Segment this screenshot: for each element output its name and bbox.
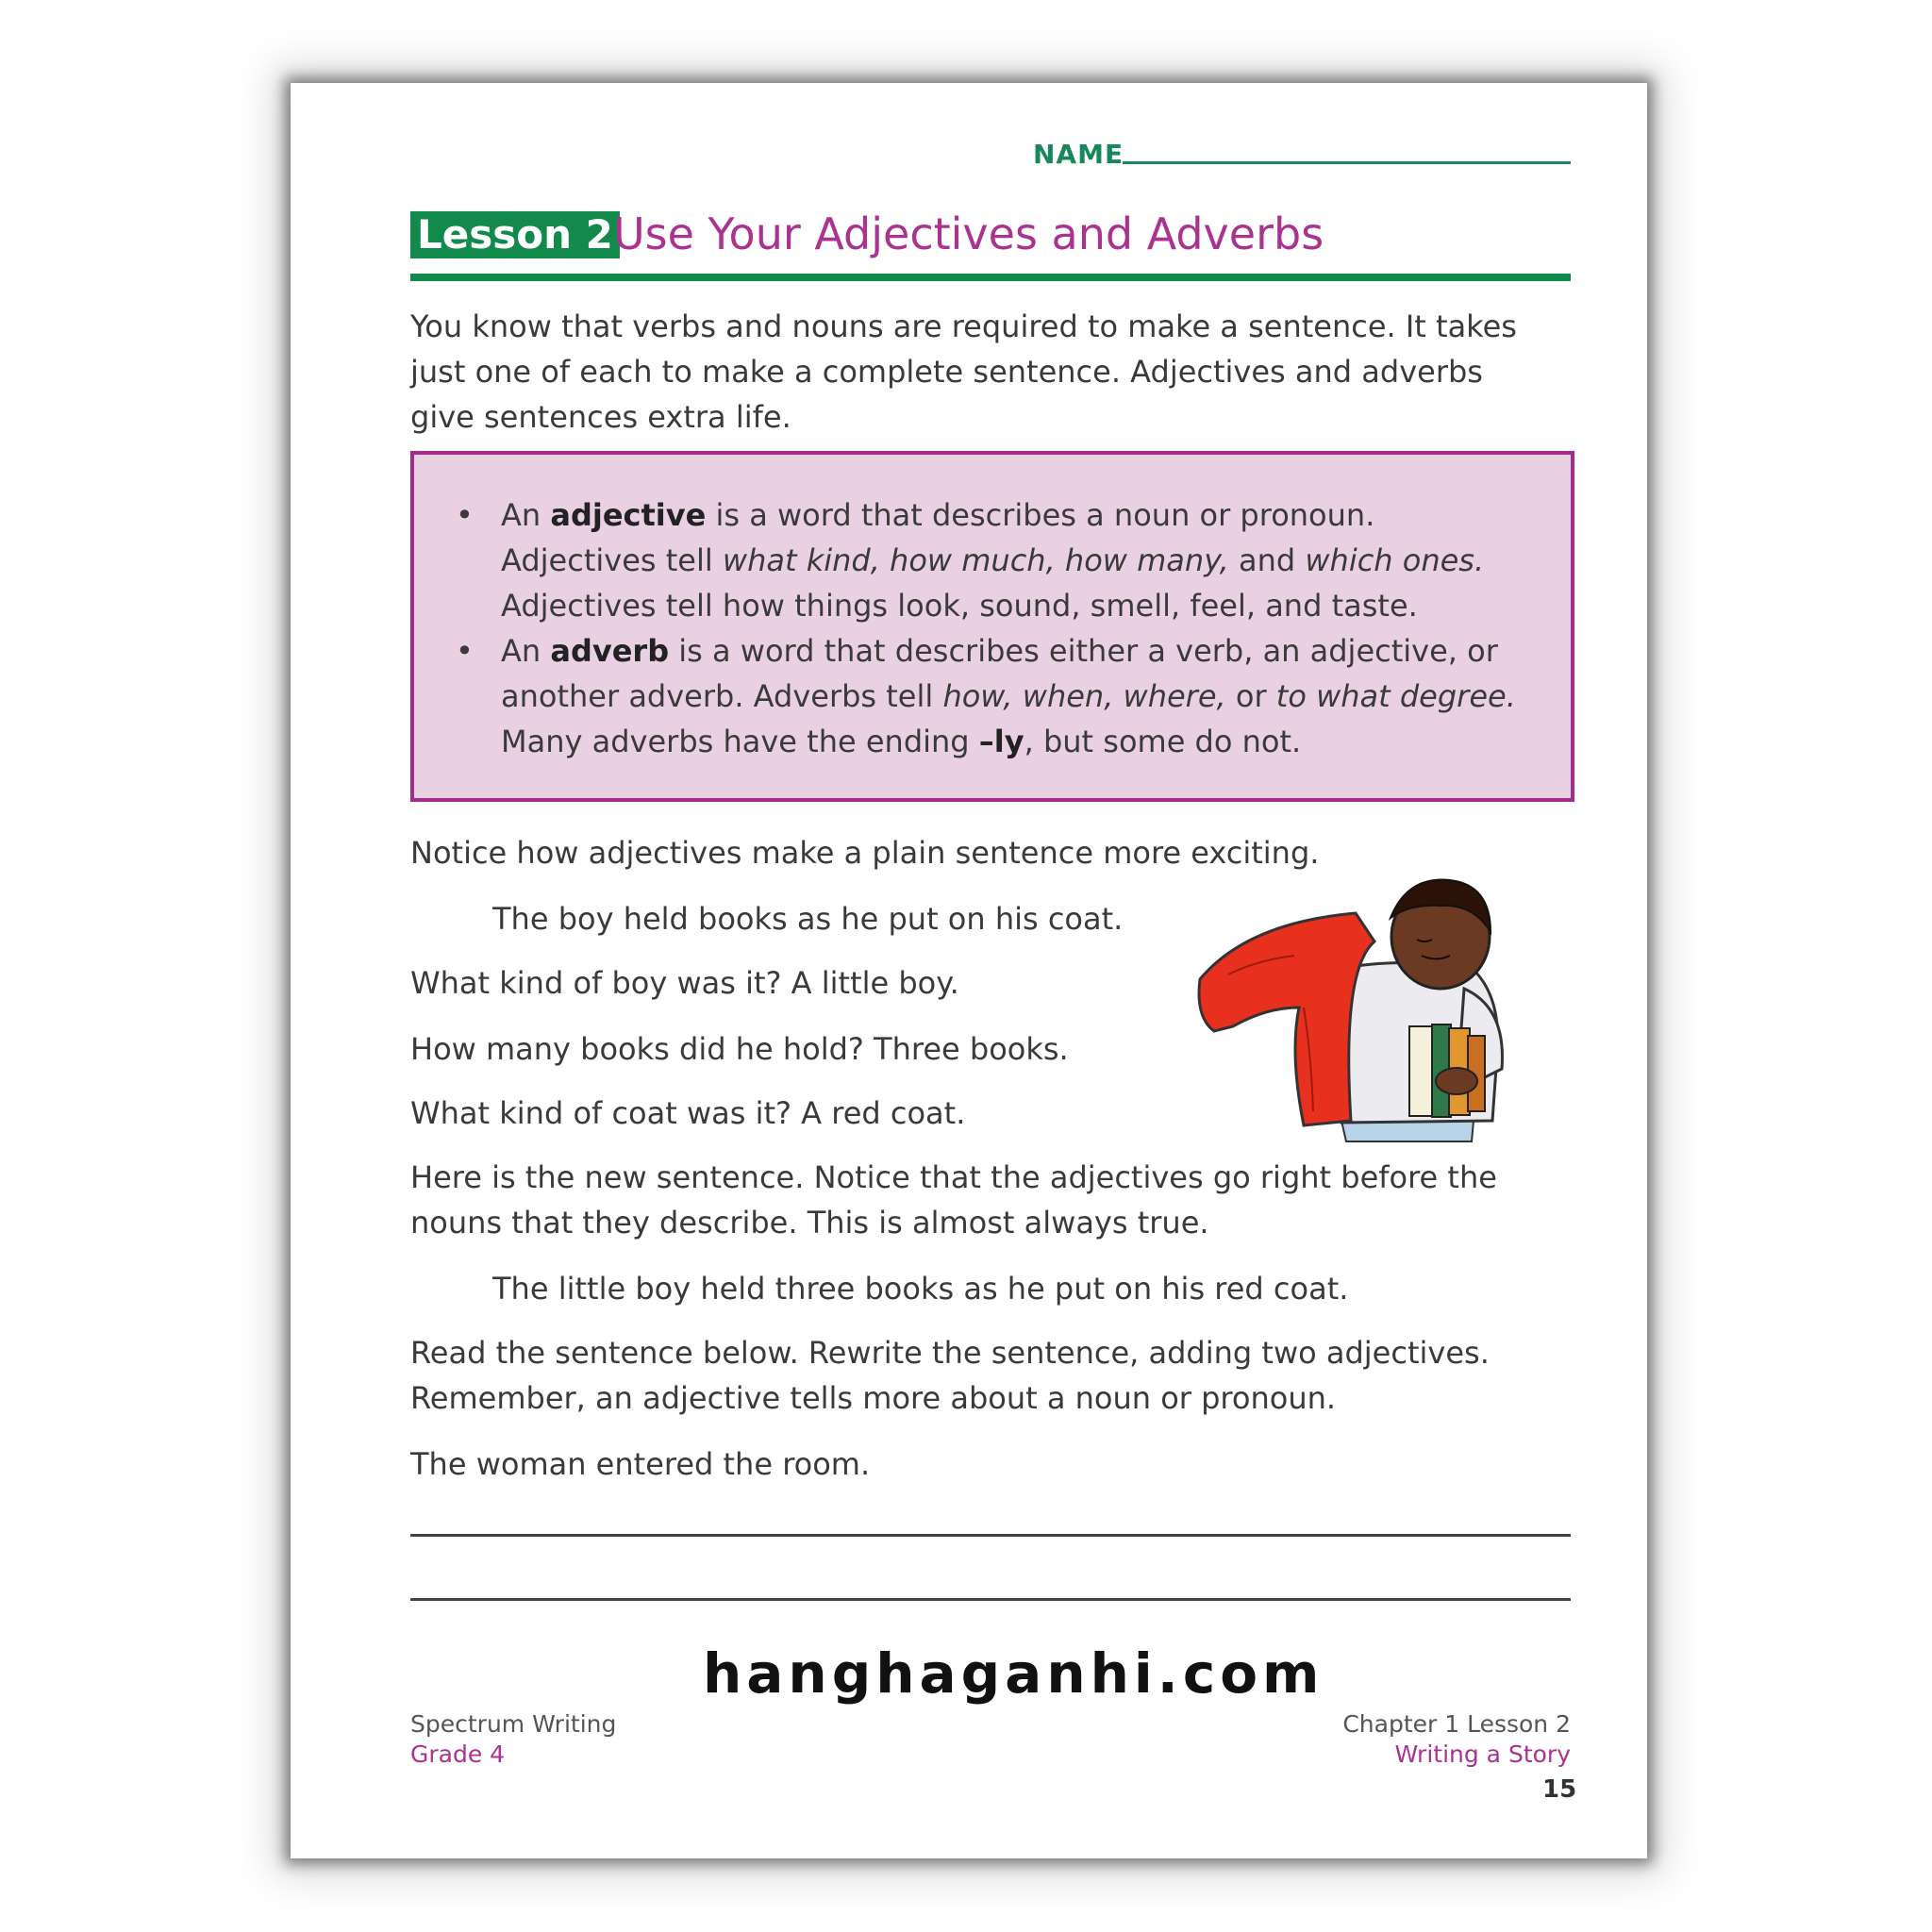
name-field	[1033, 139, 1571, 176]
lesson-header	[410, 208, 1571, 287]
rules-box	[410, 451, 1574, 802]
footer-section: Writing a Story	[1394, 1740, 1571, 1768]
footer-series: Spectrum Writing	[410, 1710, 617, 1738]
instruction-line-1: Read the sentence below. Rewrite the sentence, adding two adjectives.	[410, 1335, 1490, 1371]
instruction-line-2: Remember, an adjective tells more about a noun or pronoun.	[410, 1380, 1337, 1416]
boy-coat-illustration	[1191, 866, 1568, 1149]
footer-chapter: Chapter 1 Lesson 2	[1342, 1710, 1571, 1738]
exercise-sentence: The woman entered the room.	[410, 1446, 871, 1482]
bullet-icon: •	[456, 633, 474, 669]
adjective-line-3: Adjectives tell how things look, sound, smell, feel, and taste.	[501, 588, 1418, 624]
bullet-icon: •	[456, 497, 474, 533]
intro-line-3: give sentences extra life.	[410, 399, 791, 435]
adjective-line-2: Adjectives tell what kind, how much, how many, and which ones.	[501, 542, 1485, 578]
answer-line-2[interactable]	[410, 1598, 1571, 1601]
question-1: What kind of boy was it? A little boy.	[410, 965, 959, 1001]
question-2: How many books did he hold? Three books.	[410, 1031, 1069, 1067]
new-sentence-line-1: Here is the new sentence. Notice that the adjectives go right before the	[410, 1159, 1497, 1195]
answer-line-1[interactable]	[410, 1534, 1571, 1537]
page-number: 15	[1542, 1775, 1577, 1804]
adjective-term: adjective	[550, 497, 707, 533]
new-sentence-line-2: nouns that they describe. This is almost always true.	[410, 1205, 1209, 1241]
footer-grade: Grade 4	[410, 1740, 506, 1768]
lesson-title: Use Your Adjectives and Adverbs	[613, 208, 1324, 259]
example-plain-sentence: The boy held books as he put on his coat.	[492, 901, 1124, 937]
name-label: NAME	[1033, 139, 1124, 170]
intro-line-2: just one of each to make a complete sentence. Adjectives and adverbs	[410, 354, 1483, 390]
adverb-term: adverb	[550, 633, 670, 669]
adverb-line-1: An adverb is a word that describes either a verb, an adjective, or	[501, 633, 1498, 669]
watermark: hanghaganhi.com	[703, 1641, 1324, 1706]
adjective-line-1: An adjective is a word that describes a noun or pronoun.	[501, 497, 1375, 533]
name-blank-line[interactable]	[1123, 161, 1571, 164]
intro-line-1: You know that verbs and nouns are required to make a sentence. It takes	[410, 308, 1517, 344]
adverb-line-2: another adverb. Adverbs tell how, when, where, or to what degree.	[501, 678, 1516, 714]
example-rich-sentence: The little boy held three books as he put on his red coat.	[492, 1271, 1349, 1307]
lesson-badge: Lesson 2	[410, 211, 620, 258]
notice-text: Notice how adjectives make a plain sentence more exciting.	[410, 835, 1320, 871]
question-3: What kind of coat was it? A red coat.	[410, 1095, 966, 1131]
adverb-line-3: Many adverbs have the ending –ly, but some do not.	[501, 724, 1302, 759]
title-underline	[410, 274, 1571, 281]
